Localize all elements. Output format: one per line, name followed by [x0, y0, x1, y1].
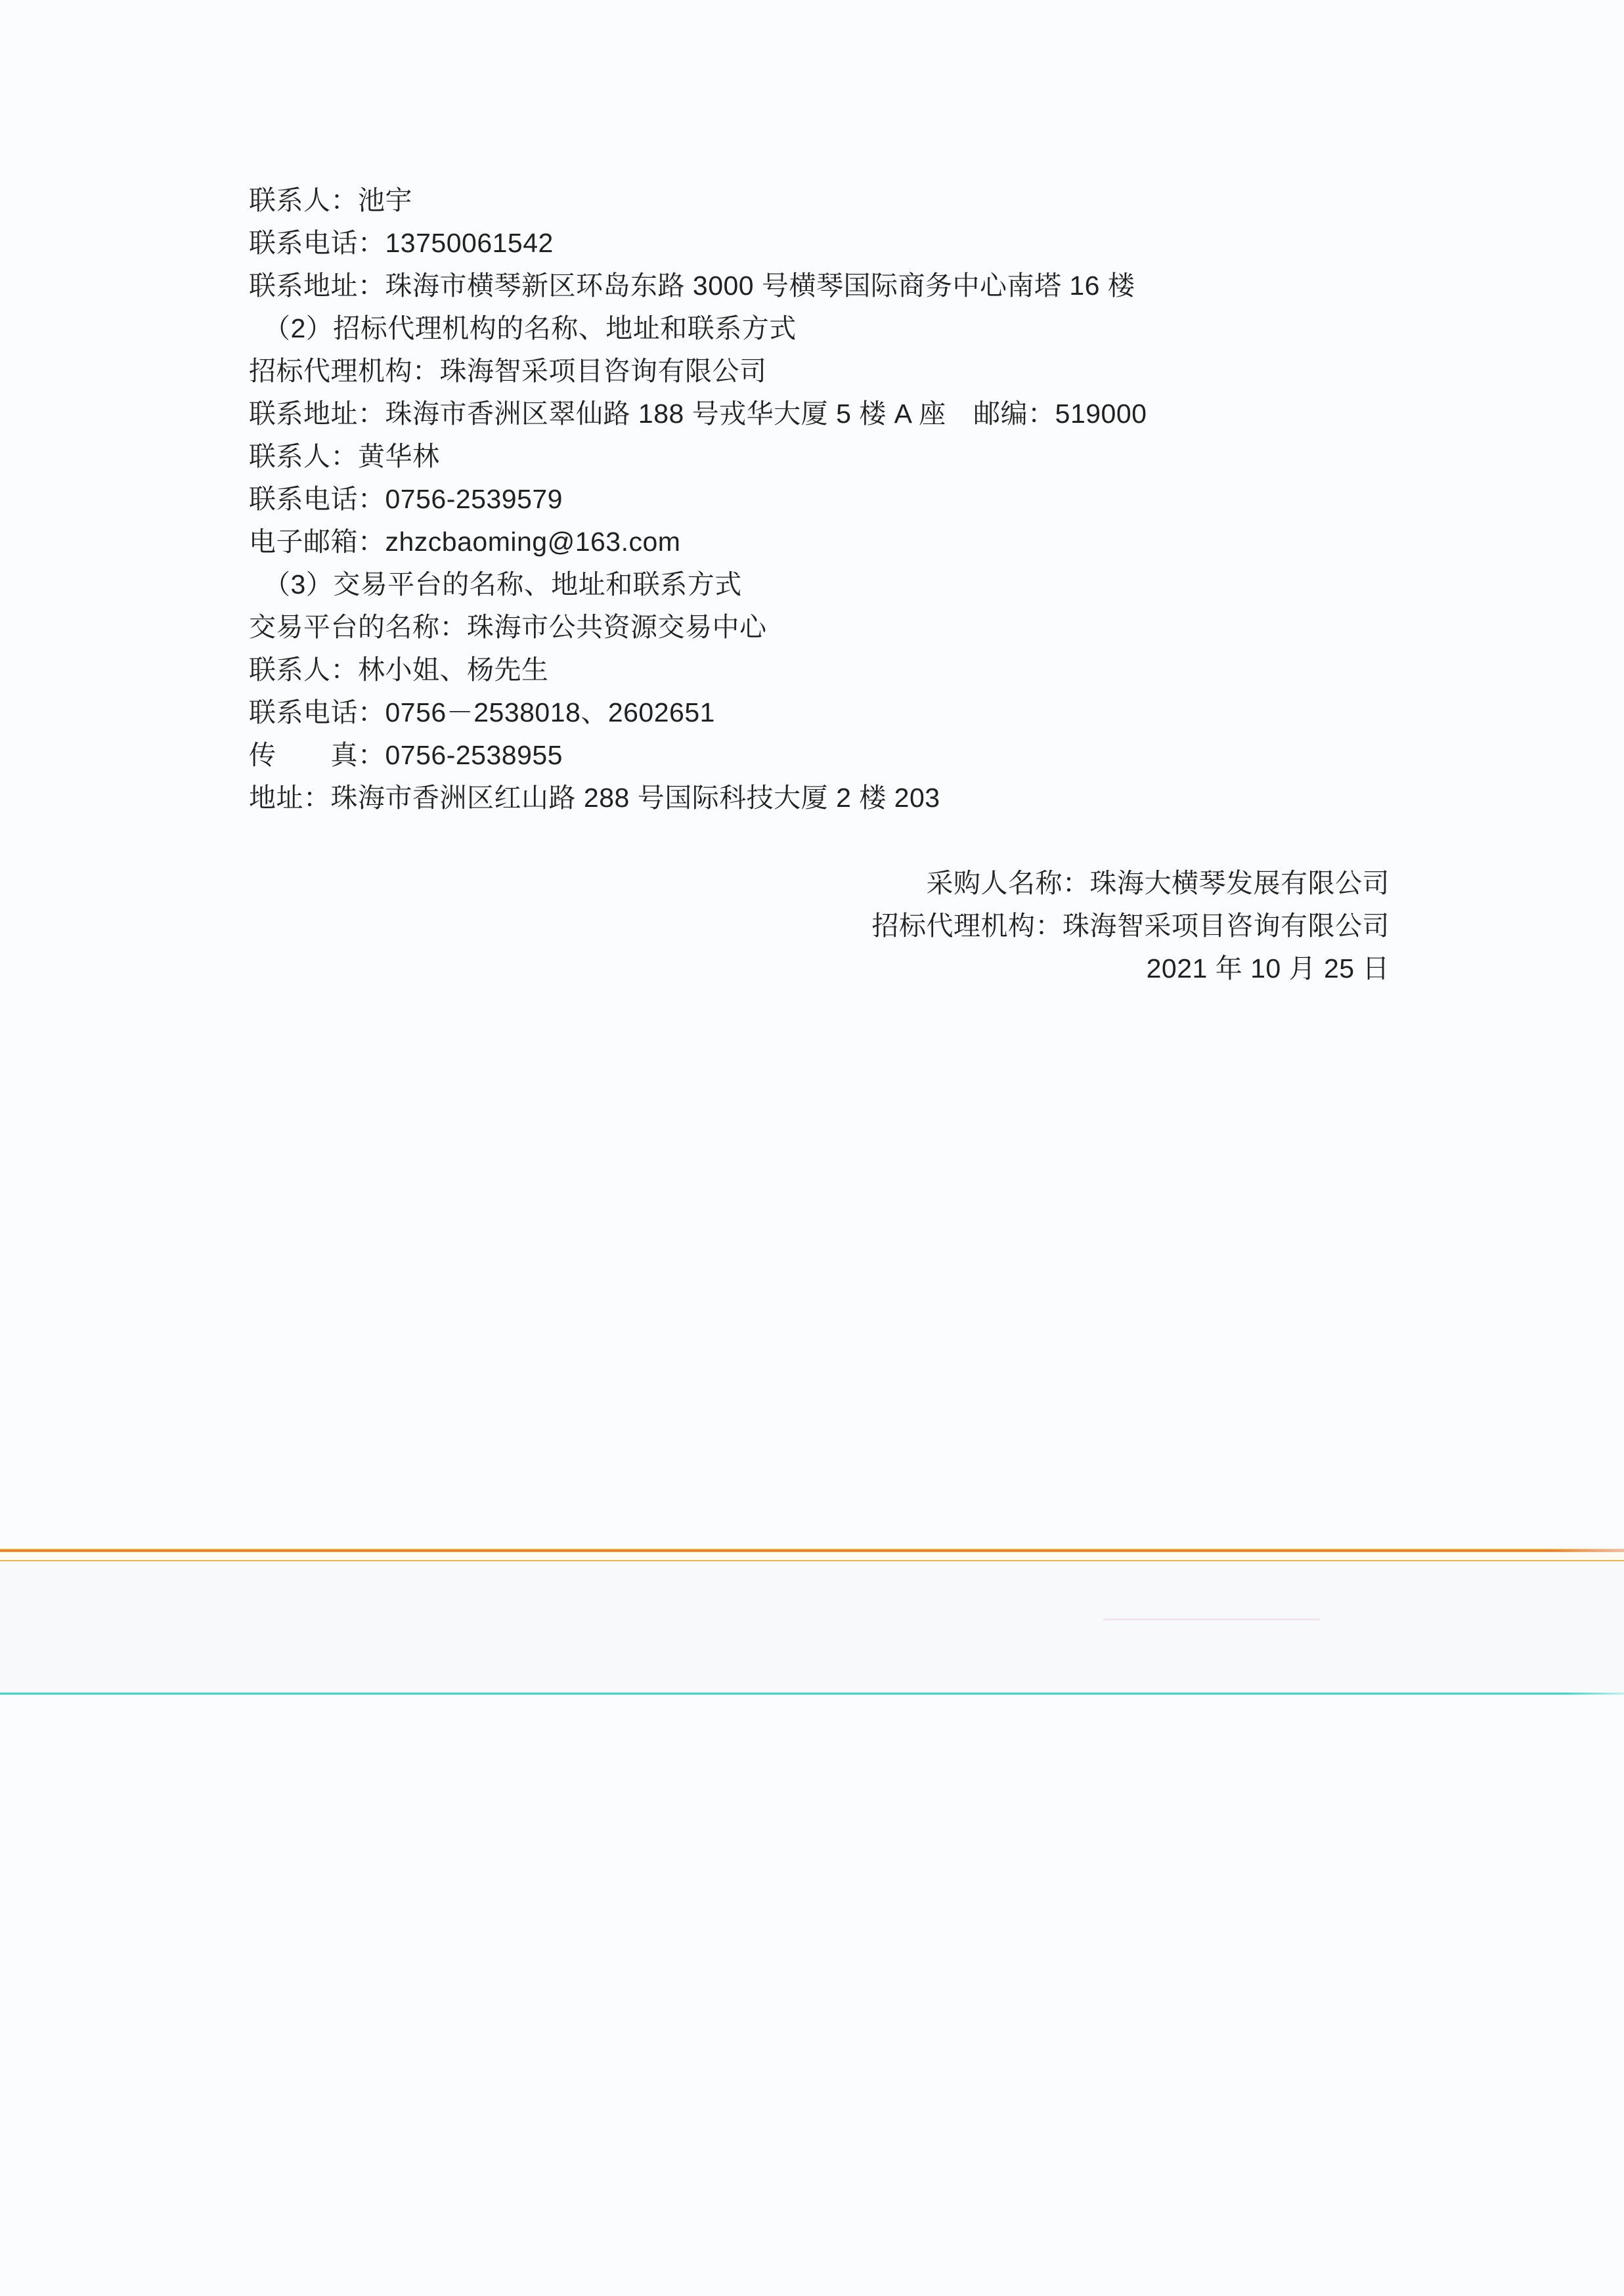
platform-phone-line: 联系电话：0756－2538018、2602651 — [249, 697, 715, 727]
agency-email-line: 电子邮箱：zhzcbaoming@163.com — [249, 527, 681, 557]
agency-signature-line: 招标代理机构：珠海智采项目咨询有限公司 — [871, 911, 1390, 941]
agency-address-line: 联系地址：珠海市香洲区翠仙路 188 号戎华大厦 5 楼 A 座 邮编：519000 — [249, 399, 1147, 429]
purchaser-name-line: 采购人名称：珠海大横琴发展有限公司 — [926, 868, 1390, 898]
contact-phone-line: 联系电话：13750061542 — [249, 228, 554, 258]
agency-contact-person-line: 联系人：黄华林 — [249, 441, 440, 471]
agency-name-line: 招标代理机构：珠海智采项目咨询有限公司 — [249, 356, 767, 386]
contact-address-line: 联系地址：珠海市横琴新区环岛东路 3000 号横琴国际商务中心南塔 16 楼 — [249, 271, 1135, 301]
date-line: 2021 年 10 月 25 日 — [1146, 953, 1390, 984]
gray-band — [0, 1561, 1624, 1693]
section-2-heading: （2）招标代理机构的名称、地址和联系方式 — [263, 313, 797, 343]
section-3-heading: （3）交易平台的名称、地址和联系方式 — [263, 569, 742, 599]
agency-phone-line: 联系电话：0756-2539579 — [249, 484, 563, 514]
platform-name-line: 交易平台的名称：珠海市公共资源交易中心 — [249, 612, 767, 642]
platform-address-line: 地址：珠海市香洲区红山路 288 号国际科技大厦 2 楼 203 — [249, 783, 940, 813]
contact-info-text-block — [249, 179, 1390, 990]
platform-contact-person-line: 联系人：林小姐、杨先生 — [249, 655, 549, 685]
contact-person-line: 联系人：池宇 — [249, 185, 412, 215]
platform-fax-line: 传 真：0756-2538955 — [249, 740, 563, 770]
bottom-band — [0, 1695, 1624, 2296]
signature-block — [249, 862, 1390, 990]
teal-divider — [0, 1693, 1624, 1695]
orange-divider-thin — [0, 1560, 1624, 1561]
orange-divider-thick — [0, 1549, 1624, 1552]
pink-scan-artifact — [1103, 1618, 1320, 1620]
blank-line — [249, 819, 1390, 862]
